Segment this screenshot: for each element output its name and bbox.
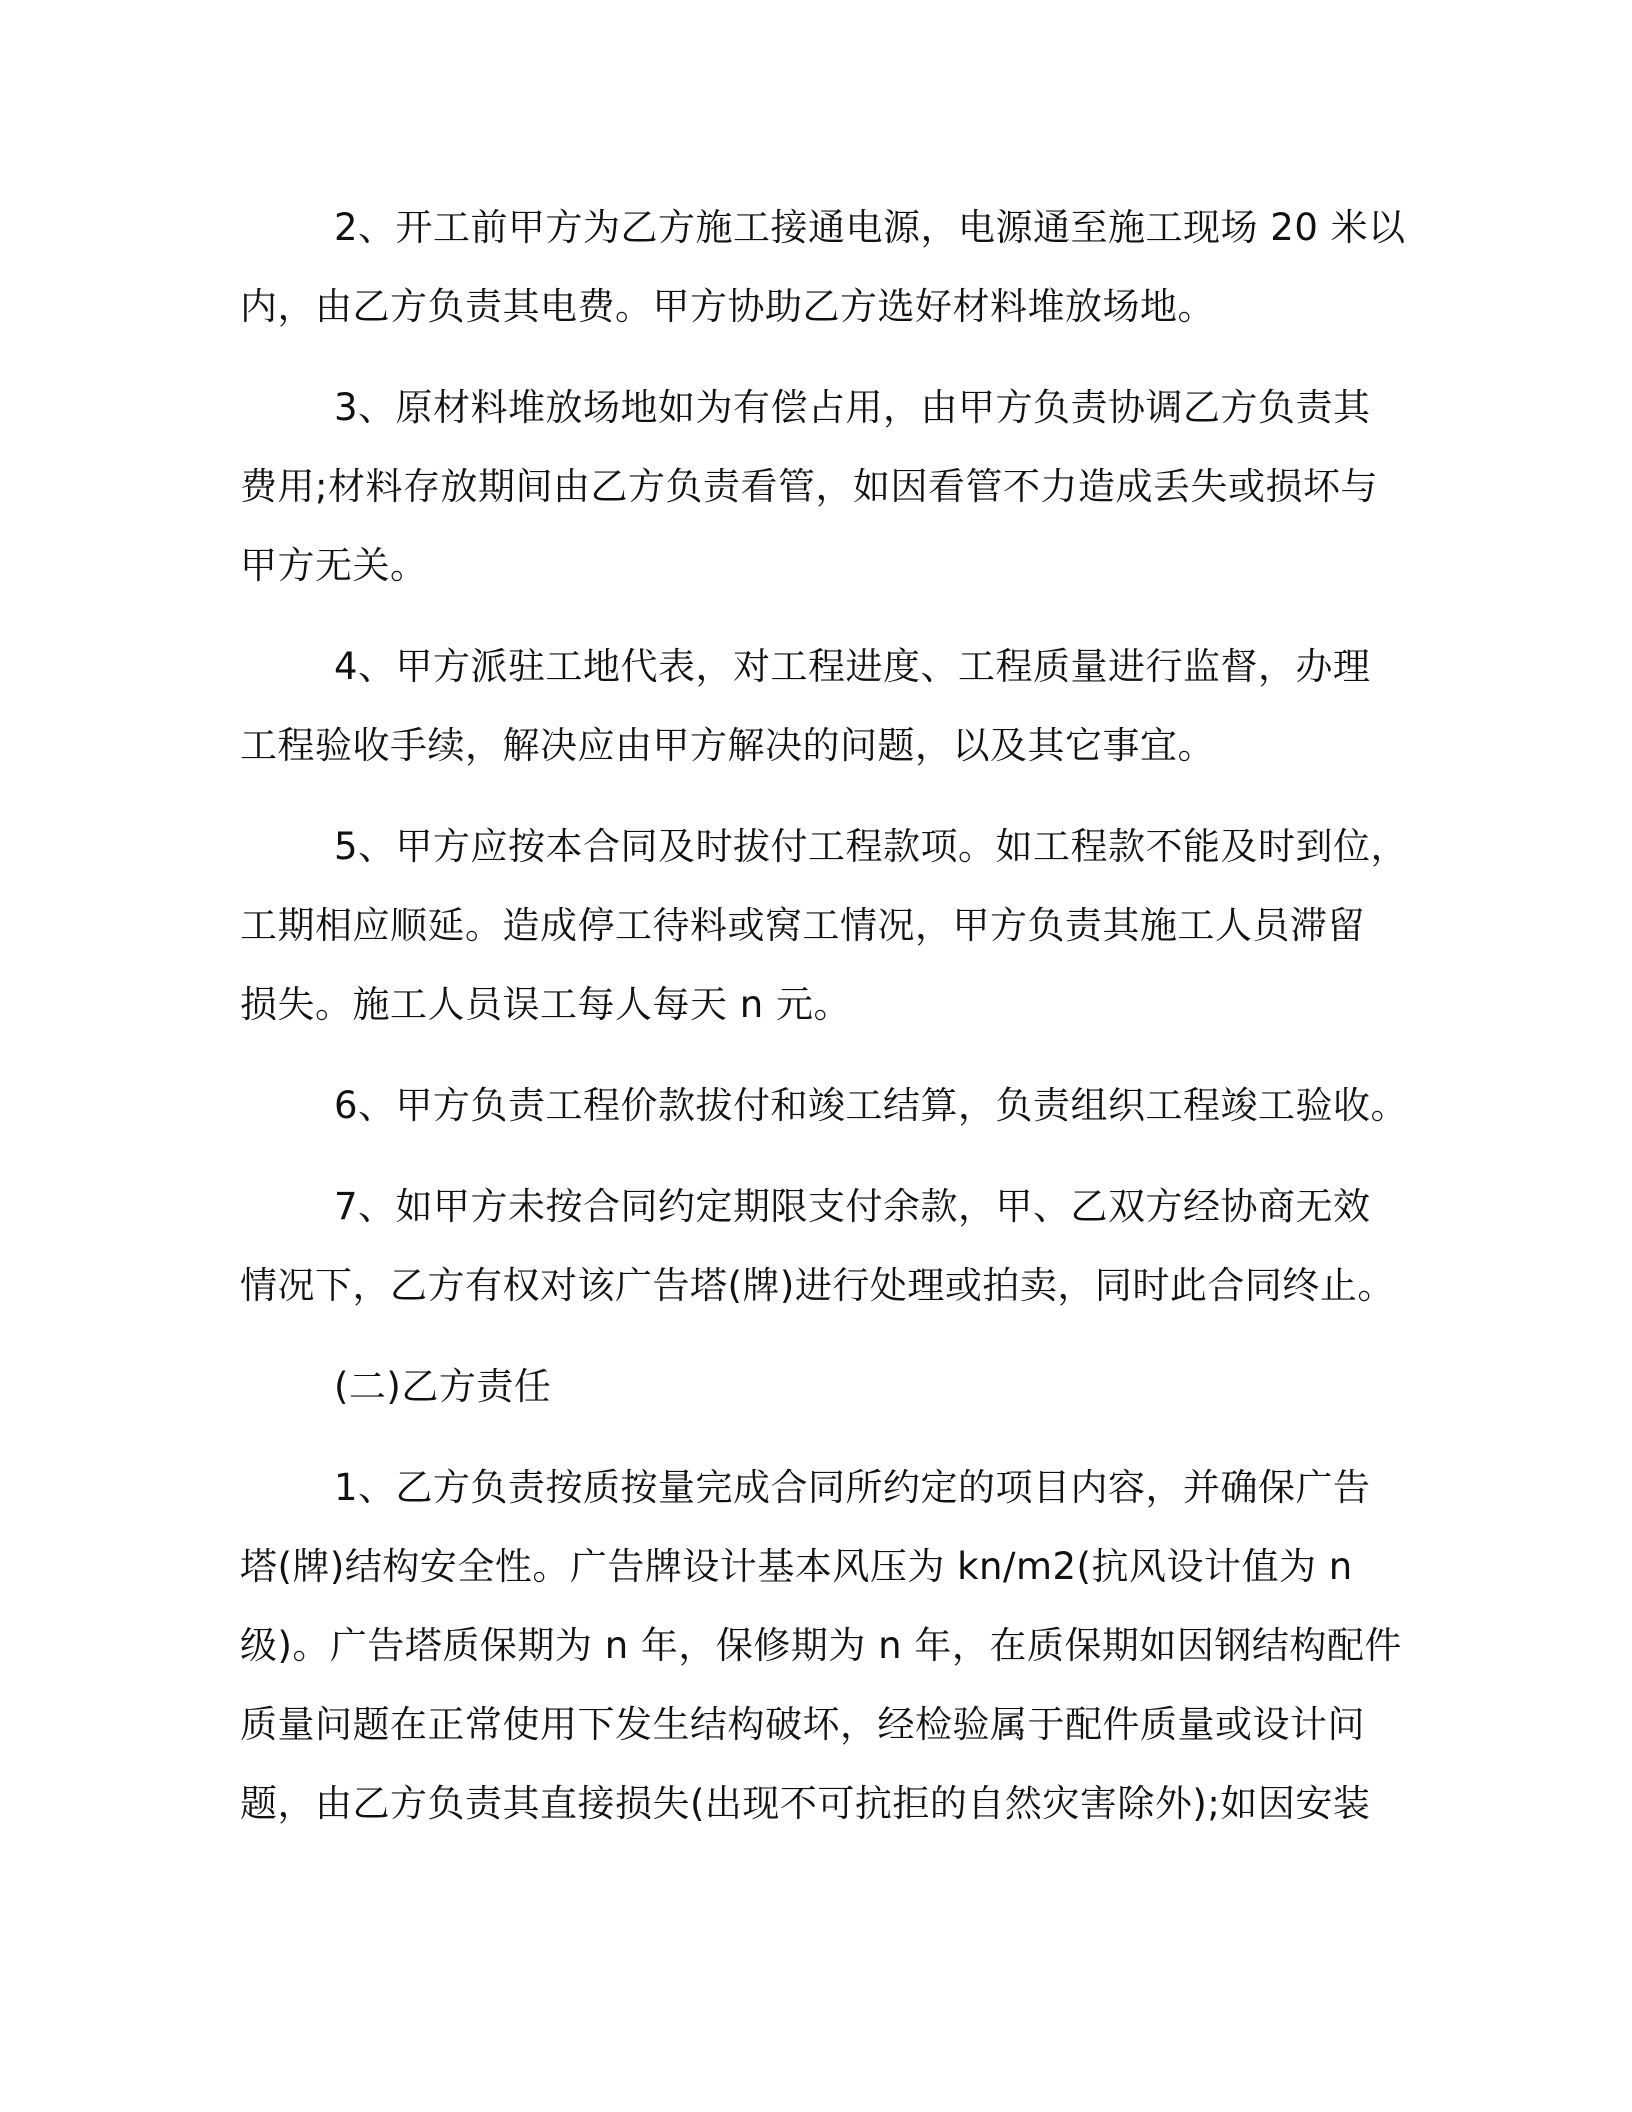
paragraph-item-5 bbox=[240, 807, 1409, 1044]
text-line: 7、如甲方未按合同约定期限支付余款，甲、乙双方经协商无效 bbox=[334, 1185, 1371, 1228]
text-line: 级)。广告塔质保期为 n 年，保修期为 n 年，在质保期如因钢结构配件 bbox=[240, 1624, 1402, 1667]
paragraph-item-2 bbox=[240, 188, 1406, 346]
paragraph-item-3 bbox=[240, 368, 1390, 605]
section-heading bbox=[240, 1347, 1390, 1426]
text-line: 质量问题在正常使用下发生结构破坏，经检验属于配件质量或设计问 bbox=[240, 1703, 1365, 1746]
paragraph-item-6 bbox=[240, 1066, 1409, 1145]
text-line: 损失。施工人员误工每人每天 n 元。 bbox=[240, 983, 851, 1026]
paragraph-item-1 bbox=[240, 1448, 1402, 1843]
text-line: 费用;材料存放期间由乙方负责看管，如因看管不力造成丢失或损坏与 bbox=[240, 465, 1378, 508]
text-line: 塔(牌)结构安全性。广告牌设计基本风压为 kn/m2(抗风设计值为 n bbox=[240, 1545, 1353, 1588]
text-line: 题，由乙方负责其直接损失(出现不可抗拒的自然灾害除外);如因安装 bbox=[240, 1782, 1371, 1825]
paragraph-item-7 bbox=[240, 1167, 1395, 1325]
text-line: 工期相应顺延。造成停工待料或窝工情况，甲方负责其施工人员滞留 bbox=[240, 904, 1365, 947]
text-line: 1、乙方负责按质按量完成合同所约定的项目内容，并确保广告 bbox=[334, 1466, 1371, 1509]
text-line: 3、原材料堆放场地如为有偿占用，由甲方负责协调乙方负责其 bbox=[334, 386, 1371, 429]
text-line: 6、甲方负责工程价款拔付和竣工结算，负责组织工程竣工验收。 bbox=[334, 1084, 1409, 1127]
text-line: 5、甲方应按本合同及时拔付工程款项。如工程款不能及时到位， bbox=[334, 825, 1409, 868]
heading-text: (二)乙方责任 bbox=[334, 1365, 552, 1408]
text-line: 情况下，乙方有权对该广告塔(牌)进行处理或拍卖，同时此合同终止。 bbox=[240, 1264, 1395, 1307]
document-page bbox=[240, 188, 1409, 1865]
text-line: 内，由乙方负责其电费。甲方协助乙方选好材料堆放场地。 bbox=[240, 285, 1215, 328]
text-line: 甲方无关。 bbox=[240, 544, 428, 587]
text-line: 4、甲方派驻工地代表，对工程进度、工程质量进行监督，办理 bbox=[334, 645, 1371, 688]
paragraph-item-4 bbox=[240, 627, 1390, 785]
text-line: 工程验收手续，解决应由甲方解决的问题，以及其它事宜。 bbox=[240, 724, 1215, 767]
text-line: 2、开工前甲方为乙方施工接通电源，电源通至施工现场 20 米以 bbox=[334, 206, 1406, 249]
